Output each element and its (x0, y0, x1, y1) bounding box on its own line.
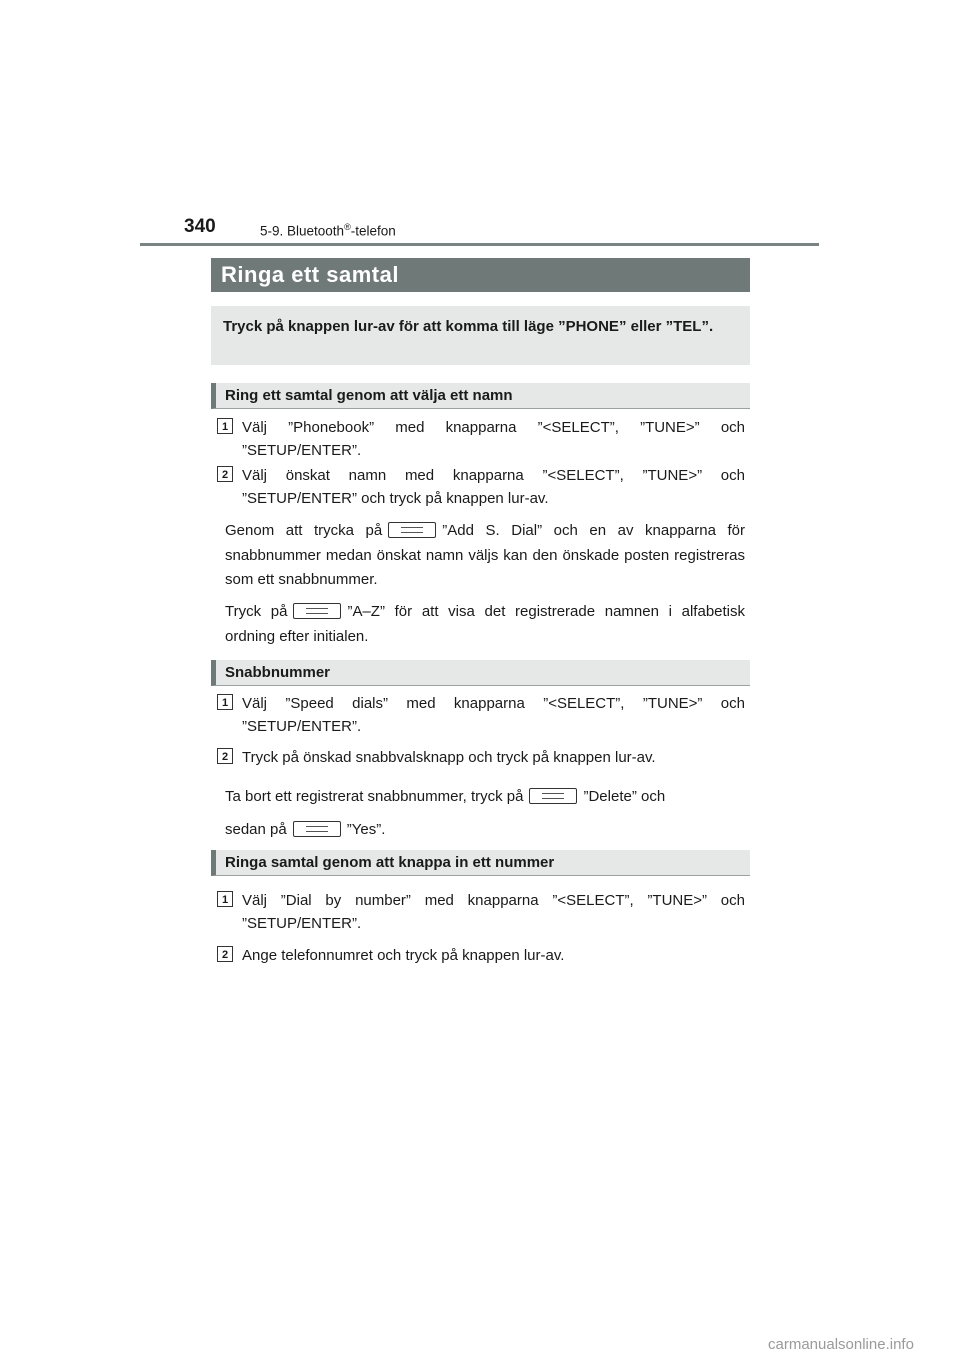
step-number: 2 (217, 466, 233, 482)
step-text: Välj ”Dial by number” med knapparna ”<SELECT”, ”TUNE>” och ”SETUP/ENTER”. (242, 892, 745, 932)
step-text: Välj ”Phonebook” med knapparna ”<SELECT”, ”TUNE>” och ”SETUP/ENTER”. (242, 419, 745, 459)
step-text: Välj önskat namn med knapparna ”<SELECT”, ”TUNE>” och ”SETUP/ENTER” och tryck på knappen lur-av. (242, 467, 745, 507)
screen-button-icon (388, 522, 436, 538)
step-item (217, 692, 745, 738)
step-item (217, 416, 745, 462)
section-title: Ringa ett samtal (211, 258, 750, 292)
subheading-select-name: Ring ett samtal genom att välja ett namn (211, 383, 750, 409)
subheading-dial-number: Ringa samtal genom att knappa in ett nummer (211, 850, 750, 876)
screen-button-icon (293, 821, 341, 837)
step-number: 1 (217, 891, 233, 907)
step-text: Ange telefonnumret och tryck på knappen lur-av. (242, 947, 565, 964)
step-number: 2 (217, 748, 233, 764)
intro-box: Tryck på knappen lur-av för att komma till läge ”PHONE” eller ”TEL”. (211, 306, 750, 365)
watermark: carmanualsonline.info (768, 1336, 914, 1353)
step-text: Tryck på önskad snabbvalsknapp och tryck på knappen lur-av. (242, 749, 656, 766)
step-item (217, 464, 745, 510)
screen-button-icon (293, 603, 341, 619)
step-item (217, 944, 745, 967)
step-number: 2 (217, 946, 233, 962)
chapter-title: 5-9. Bluetooth®-telefon (260, 222, 396, 239)
step-item (217, 746, 745, 769)
screen-button-icon (529, 788, 577, 804)
note-delete-speed-dial: Ta bort ett registrerat snabbnummer, tryck på ”Delete” och sedan på ”Yes”. (225, 788, 666, 838)
subheading-speed-dial: Snabbnummer (211, 660, 750, 686)
step-item (217, 889, 745, 935)
note-add-speed-dial: Genom att trycka på ”Add S. Dial” och en av knapparna för snabbnummer medan önskat namn väljs kan den önskade posten registreras som ett snabbnummer. (225, 522, 745, 588)
header-rule (140, 243, 819, 246)
page-number: 340 (184, 216, 216, 237)
step-number: 1 (217, 418, 233, 434)
step-text: Välj ”Speed dials” med knapparna ”<SELECT”, ”TUNE>” och ”SETUP/ENTER”. (242, 695, 745, 735)
note-a-z: Tryck på ”A–Z” för att visa det registrerade namnen i alfabetisk ordning efter initialen. (225, 603, 746, 645)
step-number: 1 (217, 694, 233, 710)
